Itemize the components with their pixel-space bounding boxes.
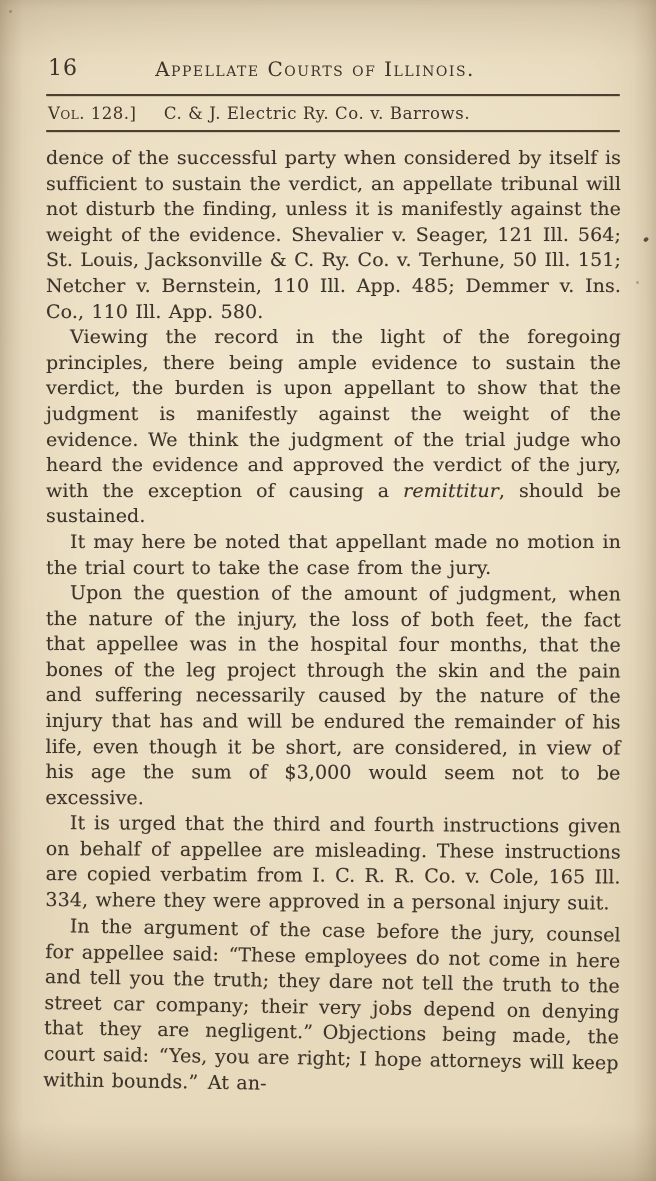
- paper-speck: [636, 281, 639, 284]
- page-header: [46, 54, 620, 132]
- paper-speck: [188, 498, 190, 500]
- running-head-row: [46, 54, 620, 94]
- page-body: [43, 146, 622, 1095]
- paper-speck: [9, 10, 12, 13]
- body-paragraph: [46, 146, 621, 325]
- volume-case-row: [46, 96, 620, 130]
- text-segment: In the argument of the case before the jury, counsel for appellee said: “These employees do not come in here and tell you the truth; they dare not tell the truth to the street car company; their very jobs depend on denying that they are negligent.” Objections being made, the court said: “Yes, you are right; I hope attorneys will keep within bounds.” At an-: [43, 915, 621, 1095]
- italic-text: remittitur: [403, 479, 499, 502]
- paper-speck: [643, 236, 649, 242]
- text-segment: It may here be noted that appellant made no motion in the trial court to take the case from the jury.: [46, 530, 621, 579]
- body-paragraph: [45, 581, 621, 813]
- text-segment: dence of the successful party when considered by itself is sufficient to sustain the verdict, an appellate tribunal will not disturb the finding, unless it is manifestly against the weight of the evidence. Shevalier v. Seager, 121 Ill. 564; St. Louis, Jacksonville & C. Ry. Co. v. Terhune, 50 Ill. 151; Netcher v. Bernstein, 110 Ill. App. 485; Demmer v. Ins. Co., 110 Ill. App. 580.: [46, 147, 621, 323]
- body-paragraph: [43, 914, 621, 1103]
- text-segment: Upon the question of the amount of judgment, when the nature of the injury, the loss of both feet, the fact that appellee was in the hospital four months, that the bones of the leg project through the skin and the pain and suffering necessarily caused by the nature of the injury that has and will be endured the remainder of his life, even though it be short, are considered, in view of his age the sum of $3,000 would seem not to be excessive.: [45, 582, 621, 810]
- body-paragraph: [45, 811, 621, 917]
- case-name: C. & J. Electric Ry. Co. v. Barrows.: [163, 104, 471, 123]
- text-segment: , should be sustained.: [46, 479, 622, 528]
- running-title: Appellate Courts of Illinois.: [155, 57, 475, 81]
- header-rule-bottom: [46, 130, 620, 132]
- volume-label: Vol. 128.]: [48, 104, 137, 123]
- paper-speck: [84, 152, 86, 154]
- body-paragraph: [46, 325, 621, 530]
- text-segment: It is urged that the third and fourth instructions given on behalf of appellee are misleading. These instructions are copied verbatim from I. C. R. R. Co. v. Cole, 165 Ill. 334, where they were approved in a personal injury suit.: [45, 812, 621, 915]
- page-number: 16: [48, 56, 78, 81]
- text-segment: Viewing the record in the light of the foregoing principles, there being ample evidence to sustain the verdict, the burden is upon appellant to show that the judgment is manifestly against the weight of the evidence. We think the judgment of the trial judge who heard the evidence and approved the verdict of the jury, with the exception of causing a: [46, 326, 621, 502]
- body-paragraph: [46, 530, 621, 581]
